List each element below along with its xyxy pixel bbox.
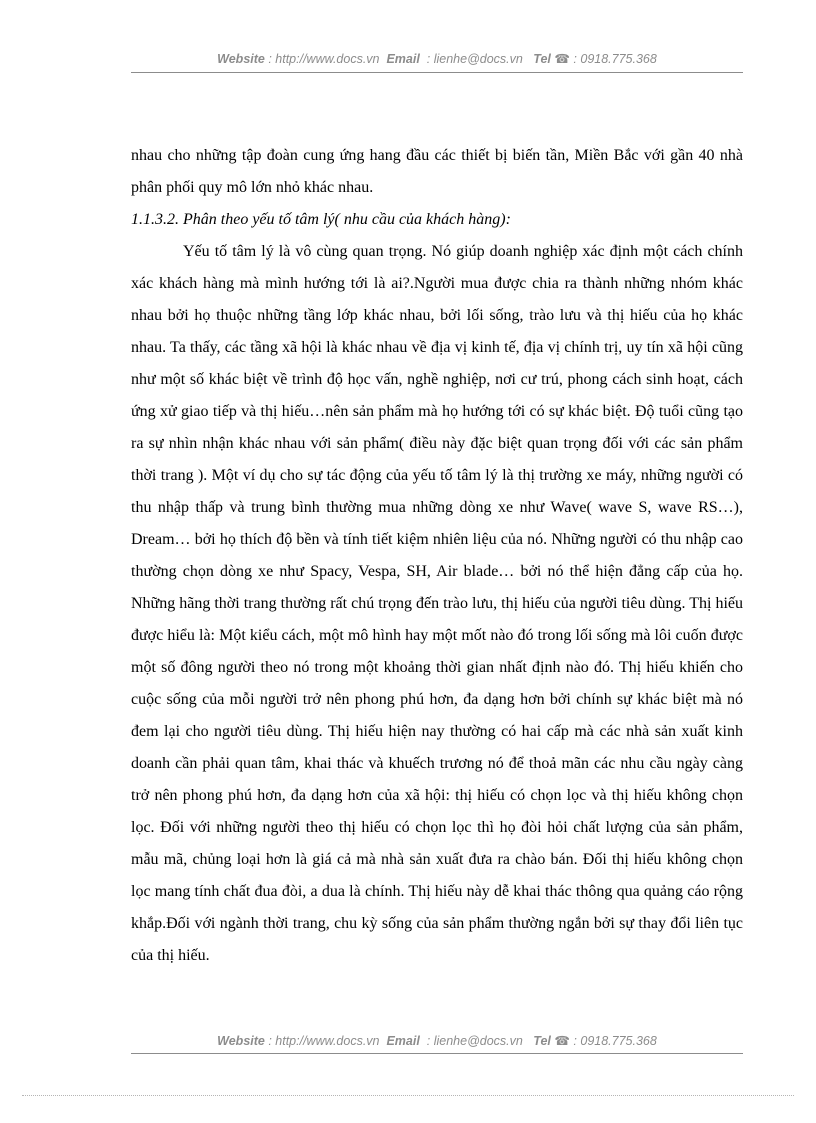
page-bottom-dotted-line (22, 1095, 794, 1096)
page-header (131, 51, 743, 66)
header-divider (131, 72, 743, 73)
section-heading: 1.1.3.2. Phân theo yếu tố tâm lý( nhu cầu của khách hàng): (131, 211, 511, 228)
paragraph-continuation: nhau cho những tập đoàn cung ứng hang đầu các thiết bị biến tần, Miền Bắc với gần 40 nhà phân phối quy mô lớn nhỏ khác nhau. (131, 147, 743, 196)
footer-website-value: : http://www.docs.vn (264, 1034, 380, 1048)
footer-email-label: Email (386, 1034, 420, 1048)
footer-website-label: Website (217, 1034, 265, 1048)
header-website-value: : http://www.docs.vn (264, 52, 380, 66)
footer-email-value: : lienhe@docs.vn (423, 1034, 523, 1048)
header-email-label: Email (386, 52, 420, 66)
page-footer (131, 1033, 743, 1048)
header-tel-value: : 0918.775.368 (569, 52, 657, 66)
header-email-value: : lienhe@docs.vn (423, 52, 523, 66)
paragraph-main: Yếu tố tâm lý là vô cùng quan trọng. Nó giúp doanh nghiệp xác định một cách chính xác khách hàng mà mình hướng tới là ai?.Người mua được chia ra thành những nhóm khác nhau bởi họ thuộc những tầng lớp khác nhau, bởi lối sống, trào lưu và thị hiếu của họ khác nhau. Ta thấy, các tầng xã hội là khác nhau về địa vị kinh tế, địa vị chính trị, uy tín xã hội cũng như một số khác biệt về trình độ học vấn, nghề nghiệp, nơi cư trú, phong cách sinh hoạt, cách ứng xử giao tiếp và thị hiếu…nên sản phẩm mà họ hướng tới có sự khác biệt. Độ tuổi cũng tạo ra sự nhìn nhận khác nhau với sản phẩm( điều này đặc biệt quan trọng đối với các sản phẩm thời trang ). Một ví dụ cho sự tác động của yếu tố tâm lý là thị trường xe máy, những người có thu nhập thấp và trung bình thường mua những dòng xe như Wave( wave S, wave RS…), Dream… bởi họ thích độ bền và tính tiết kiệm nhiên liệu của nó. Những người có thu nhập cao thường chọn dòng xe như Spacy, Vespa, SH, Air blade… bởi nó thể hiện đẳng cấp của họ. Những hãng thời trang thường rất chú trọng đến trào lưu, thị hiếu của người tiêu dùng. Thị hiếu được hiểu là: Một kiểu cách, một mô hình hay một mốt nào đó trong lối sống mà lôi cuốn được một số đông người theo nó trong một khoảng thời gian nhất định nào đó. Thị hiếu khiến cho cuộc sống của mỗi người trở nên phong phú hơn, đa dạng hơn bởi chính sự khác biệt mà nó đem lại cho người tiêu dùng. Thị hiếu hiện nay thường có hai cấp mà các nhà sản xuất kinh doanh cần phải quan tâm, khai thác và khuếch trương nó để thoả mãn các nhu cầu ngày càng trở nên phong phú hơn, đa dạng hơn của xã hội: thị hiếu có chọn lọc và thị hiếu không chọn lọc. Đối với những người theo thị hiếu có chọn lọc thì họ đòi hỏi chất lượng của sản phẩm, mẫu mã, chủng loại hơn là giá cả mà nhà sản xuất đưa ra chào bán. Đối thị hiếu không chọn lọc mang tính chất đua đòi, a dua là chính. Thị hiếu này dễ khai thác thông qua quảng cáo rộng khắp.Đối với ngành thời trang, chu kỳ sống của sản phẩm thường ngắn bởi sự thay đổi liên tục của thị hiếu. (131, 243, 743, 964)
footer-tel-label: Tel (533, 1034, 551, 1048)
phone-icon: ☎ (554, 52, 570, 66)
footer-divider (131, 1053, 743, 1054)
footer-tel-value: : 0918.775.368 (569, 1034, 657, 1048)
header-website-label: Website (217, 52, 265, 66)
header-tel-label: Tel (533, 52, 551, 66)
phone-icon: ☎ (554, 1034, 570, 1048)
document-body (131, 140, 743, 972)
